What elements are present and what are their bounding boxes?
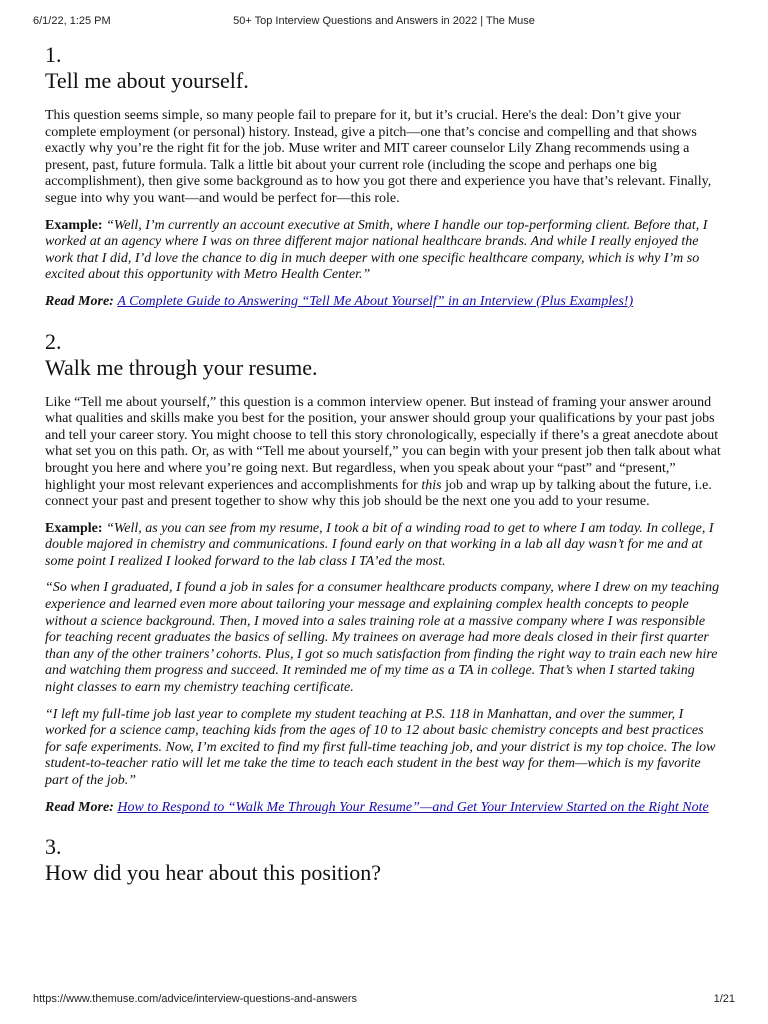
example-paragraph (45, 218, 723, 284)
question-title: Walk me through your resume. (45, 354, 318, 380)
print-footer (0, 993, 768, 1009)
print-url: https://www.themuse.com/advice/interview-questions-and-answers (33, 993, 358, 1005)
print-date: 6/1/22, 1:25 PM (33, 15, 111, 27)
answer-emphasis: this (421, 477, 442, 493)
read-more (45, 800, 723, 817)
answer-text: Like “Tell me about yourself,” this question is a common interview opener. But instead of framing your answer around what qualities and skills make you best for the position, your answer should group your qualifications by your past jobs and tell your career story. You might choose to tell this story chronologically, especially if there’s a great anecdote about what set you on this path. Or, as with “Tell me about yourself,” you can begin with your present job then talk about what brought you here and where you’re going next. But regardless, when you speak about your “past” and “present,” highlight your most relevant experiences and accomplishments for (45, 394, 721, 493)
question-number: 2. (45, 328, 62, 354)
answer-paragraph: This question seems simple, so many people fail to prepare for it, but it’s crucial. Here's the deal: Don’t give your complete employment (or personal) history. Instead, give a pitch—one that’s concise and compelling and that shows exactly why you’re the right fit for the job. Muse writer and MIT career counselor Lily Zhang recommends using a present, past, future formula. Talk a little bit about your current role (including the scope and perhaps one big accomplishment), then give some background as to how you got there and experience you have that’s relevant. Finally, segue into why you want—and would be perfect for—this role. (45, 108, 712, 206)
question-3 (45, 834, 723, 886)
answer-text: job and wrap up by talking about the future, i.e. connect your past and present together to show why this job should be the next one you add to your resume. (45, 477, 712, 510)
example-text: “Well, as you can see from my resume, I took a bit of a winding road to get to where I am today. In college, I double majored in chemistry and communications. I found early on that working in a lab all day wasn’t for me and at some point I realized I looked forward to the lab class I TA’ed the most. (45, 520, 714, 569)
read-more (45, 294, 723, 311)
print-title: 50+ Top Interview Questions and Answers in 2022 | The Muse (233, 15, 535, 27)
question-title: Tell me about yourself. (45, 68, 249, 93)
read-more-link[interactable]: How to Respond to “Walk Me Through Your Resume”—and Get Your Interview Started on the Right Note (117, 799, 709, 815)
example-label: Example: (45, 520, 103, 536)
example-paragraph (45, 521, 723, 571)
example-label: Example: (45, 217, 103, 233)
article-content (45, 42, 723, 904)
example-paragraph: “So when I graduated, I found a job in sales for a consumer healthcare products company, where I drew on my teaching experience and learned even more about tailoring your message and explaining complex health concepts to people without a science background. Then, I moved into a sales training role at a massive company where I was responsible for teaching recent graduates the basics of selling. My trainees on average had more deals closed in their first quarter than any of the other trainers’ cohorts. Plus, I got so much satisfaction from finding the right way to train each new hire and watching them progress and succeed. It reminded me of my time as a TA in college. That’s when I started taking night classes to earn my chemistry teaching certificate. (45, 580, 720, 696)
example-text: “Well, I’m currently an account executive at Smith, where I handle our top-performing client. Before that, I worked at an agency where I was on three different major national healthcare brands. And while I really enjoyed the work that I did, I’d love the chance to dig in much deeper with one specific healthcare company, which is why I’m so excited about this opportunity with Metro Health Center.” (45, 217, 708, 283)
question-2 (45, 329, 723, 817)
question-title: How did you hear about this position? (45, 860, 382, 886)
example-paragraph: “I left my full-time job last year to complete my student teaching at P.S. 118 in Manhattan, and over the summer, I worked for a science camp, teaching kids from the ages of 10 to 12 about basic chemistry concepts and best practices for safe experiments. Now, I’m excited to find my first full-time teaching job, and your district is my top choice. The low student-to-teacher ratio will let me take the time to teach each student in the best way for them—which is my favorite part of the job.” (45, 706, 716, 788)
print-header (0, 15, 768, 31)
question-1 (45, 42, 723, 311)
question-number: 3. (45, 834, 62, 860)
read-more-link[interactable]: A Complete Guide to Answering “Tell Me About Yourself” in an Interview (Plus Examples!) (117, 293, 634, 309)
answer-paragraph (45, 395, 723, 511)
page-number: 1/21 (713, 993, 735, 1005)
read-more-label: Read More: (45, 293, 114, 309)
read-more-label: Read More: (45, 799, 114, 815)
question-number: 1. (45, 42, 62, 67)
